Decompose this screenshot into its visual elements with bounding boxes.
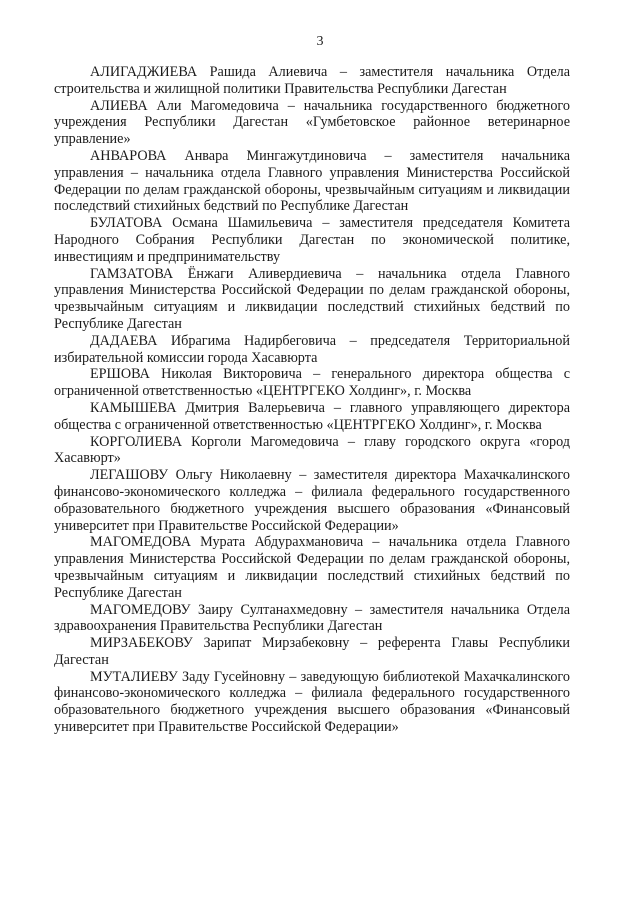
list-entry: ГАМЗАТОВА Ёнжаги Аливердиевича – начальника отдела Главного управления Министерства Российской Федерации по делам гражданской обороны, чрезвычайным ситуациям и ликвидации последствий стихийных бедствий по Республике Дагестан [54, 265, 570, 332]
list-entry: ЕРШОВА Николая Викторовича – генерального директора общества с ограниченной ответственностью «ЦЕНТРГЕКО Холдинг», г. Москва [54, 366, 570, 400]
list-entry: ДАДАЕВА Ибрагима Надирбеговича – председателя Территориальной избирательной комиссии города Хасавюрта [54, 332, 570, 366]
list-entry: БУЛАТОВА Османа Шамильевича – заместителя председателя Комитета Народного Собрания Республики Дагестан по экономической политике, инвестициям и предпринимательству [54, 215, 570, 265]
list-entry: АЛИГАДЖИЕВА Рашида Алиевича – заместителя начальника Отдела строительства и жилищной политики Правительства Республики Дагестан [54, 64, 570, 97]
award-list [54, 64, 570, 736]
list-entry: КАМЫШЕВА Дмитрия Валерьевича – главного управляющего директора общества с ограниченной ответственностью «ЦЕНТРГЕКО Холдинг», г. Москва [54, 399, 570, 433]
list-entry: МАГОМЕДОВУ Заиру Султанахмедовну – заместителя начальника Отдела здравоохранения Правительства Республики Дагестан [54, 601, 570, 635]
list-entry: АНВАРОВА Анвара Мингажутдиновича – заместителя начальника управления – начальника отдела Главного управления Министерства Российской Федерации по делам гражданской обороны, чрезвычайным ситуациям и ликвидации последствий стихийных бедствий по Республике Дагестан [54, 147, 570, 215]
list-entry: КОРГОЛИЕВА Корголи Магомедовича – главу городского округа «город Хасавюрт» [54, 433, 570, 467]
list-entry: ЛЕГАШОВУ Ольгу Николаевну – заместителя директора Махачкалинского финансово-экономического колледжа – филиала федерального государственного образовательного бюджетного учреждения высшего образования «Финансовый университет при Правительстве Российской Федерации» [54, 467, 570, 534]
page-number: 3 [316, 34, 324, 49]
list-entry: МИРЗАБЕКОВУ Зарипат Мирзабековну – референта Главы Республики Дагестан [54, 635, 570, 668]
list-entry: МУТАЛИЕВУ Заду Гусейновну – заведующую библиотекой Махачкалинского финансово-экономического колледжа – филиала федерального государственного образовательного бюджетного учреждения высшего образования «Финансовый университет при Правительстве Российской Федерации» [54, 668, 570, 736]
list-entry: АЛИЕВА Али Магомедовича – начальника государственного бюджетного учреждения Республики Дагестан «Гумбетовское районное ветеринарное управление» [54, 97, 570, 148]
list-entry: МАГОМЕДОВА Мурата Абдурахмановича – начальника отдела Главного управления Министерства Российской Федерации по делам гражданской обороны, чрезвычайным ситуациям и ликвидации последствий стихийных бедствий по Республике Дагестан [54, 534, 570, 601]
